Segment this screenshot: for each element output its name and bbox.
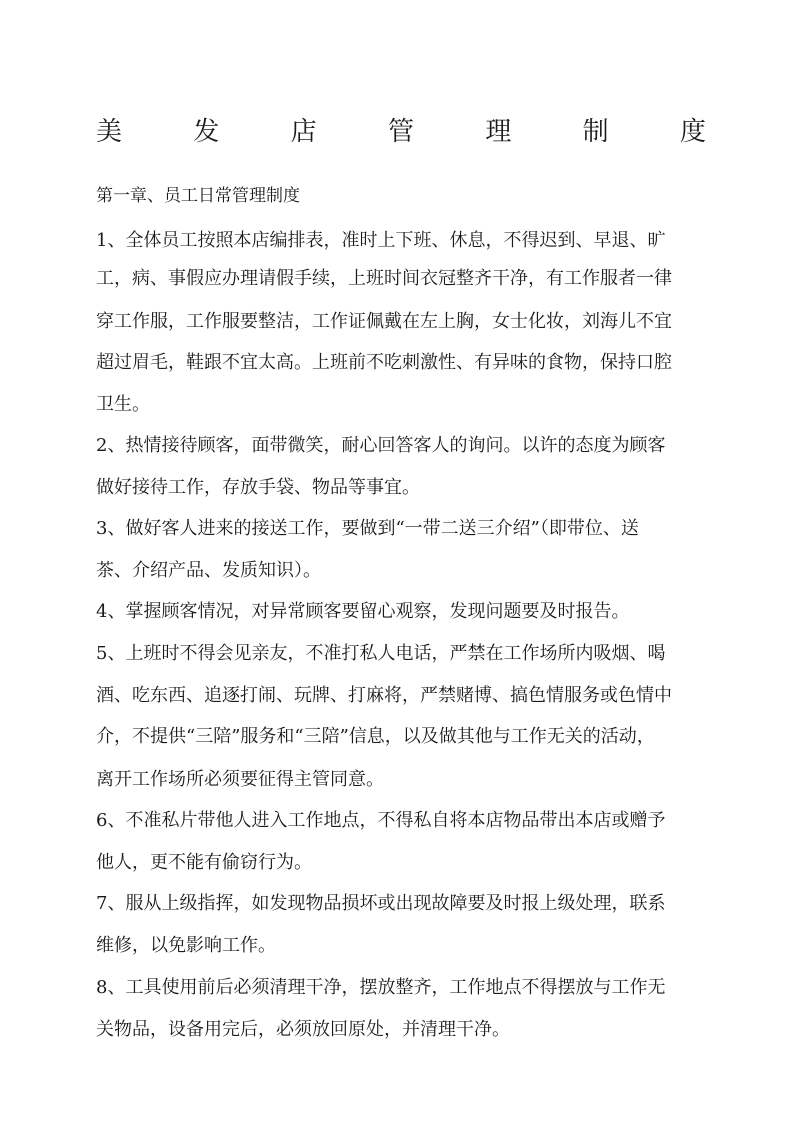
body-line: 介，不提供“三陪”服务和“三陪”信息，以及做其他与工作无关的活动， (96, 726, 655, 747)
body-line: 穿工作服，工作服要整洁，工作证佩戴在左上胸，女士化妆，刘海儿不宜 (96, 311, 672, 332)
body-line: 工，病、事假应办理请假手续，上班时间衣冠整齐干净，有工作服者一律 (96, 268, 672, 289)
body-line: 他人，更不能有偷窃行为。 (96, 852, 312, 873)
body-line: 5、上班时不得会见亲友，不准打私人电话，严禁在工作场所内吸烟、喝 (96, 643, 666, 664)
body-line: 离开工作场所必须要征得主管同意。 (96, 769, 384, 790)
body-line: 8、工具使用前后必须清理干净，摆放整齐，工作地点不得摆放与工作无 (96, 977, 666, 998)
body-line: 酒、吃东西、追逐打闹、玩牌、打麻将，严禁赌博、搞色情服务或色情中 (96, 685, 672, 706)
body-line: 7、服从上级指挥，如发现物品损坏或出现故障要及时报上级处理，联系 (96, 893, 666, 914)
title-char: 度 (679, 117, 706, 147)
body-line: 超过眉毛，鞋跟不宜太高。上班前不吃刺激性、有异味的食物，保持口腔 (96, 352, 672, 373)
chapter-heading: 第一章、员工日常管理制度 (96, 186, 300, 206)
title-char: 美 (96, 117, 123, 147)
title-char: 管 (387, 117, 414, 147)
body-line: 关物品，设备用完后，必须放回原处，并清理干净。 (96, 1019, 510, 1040)
body-line: 茶、介绍产品、发质知识）。 (96, 560, 321, 581)
title-char: 制 (582, 117, 609, 147)
body-line: 1、全体员工按照本店编排表，准时上下班、休息，不得迟到、早退、旷 (96, 230, 666, 251)
body-line: 维修，以免影响工作。 (96, 935, 276, 956)
body-line: 卫生。 (96, 394, 150, 415)
body-line: 4、掌握顾客情况，对异常顾客要留心观察，发现问题要及时报告。 (96, 601, 630, 622)
title-char: 店 (290, 117, 317, 147)
document-title (96, 112, 706, 152)
title-char: 理 (485, 117, 512, 147)
body-line: 做好接待工作，存放手袋、物品等事宜。 (96, 477, 420, 498)
body-line: 6、不准私片带他人进入工作地点，不得私自将本店物品带出本店或赠予 (96, 810, 666, 831)
title-char: 发 (193, 117, 220, 147)
body-line: 3、做好客人进来的接送工作，要做到“一带二送三介绍”（即带位、送 (96, 518, 639, 539)
body-line: 2、热情接待顾客，面带微笑，耐心回答客人的询问。以许的态度为顾客 (96, 435, 666, 456)
